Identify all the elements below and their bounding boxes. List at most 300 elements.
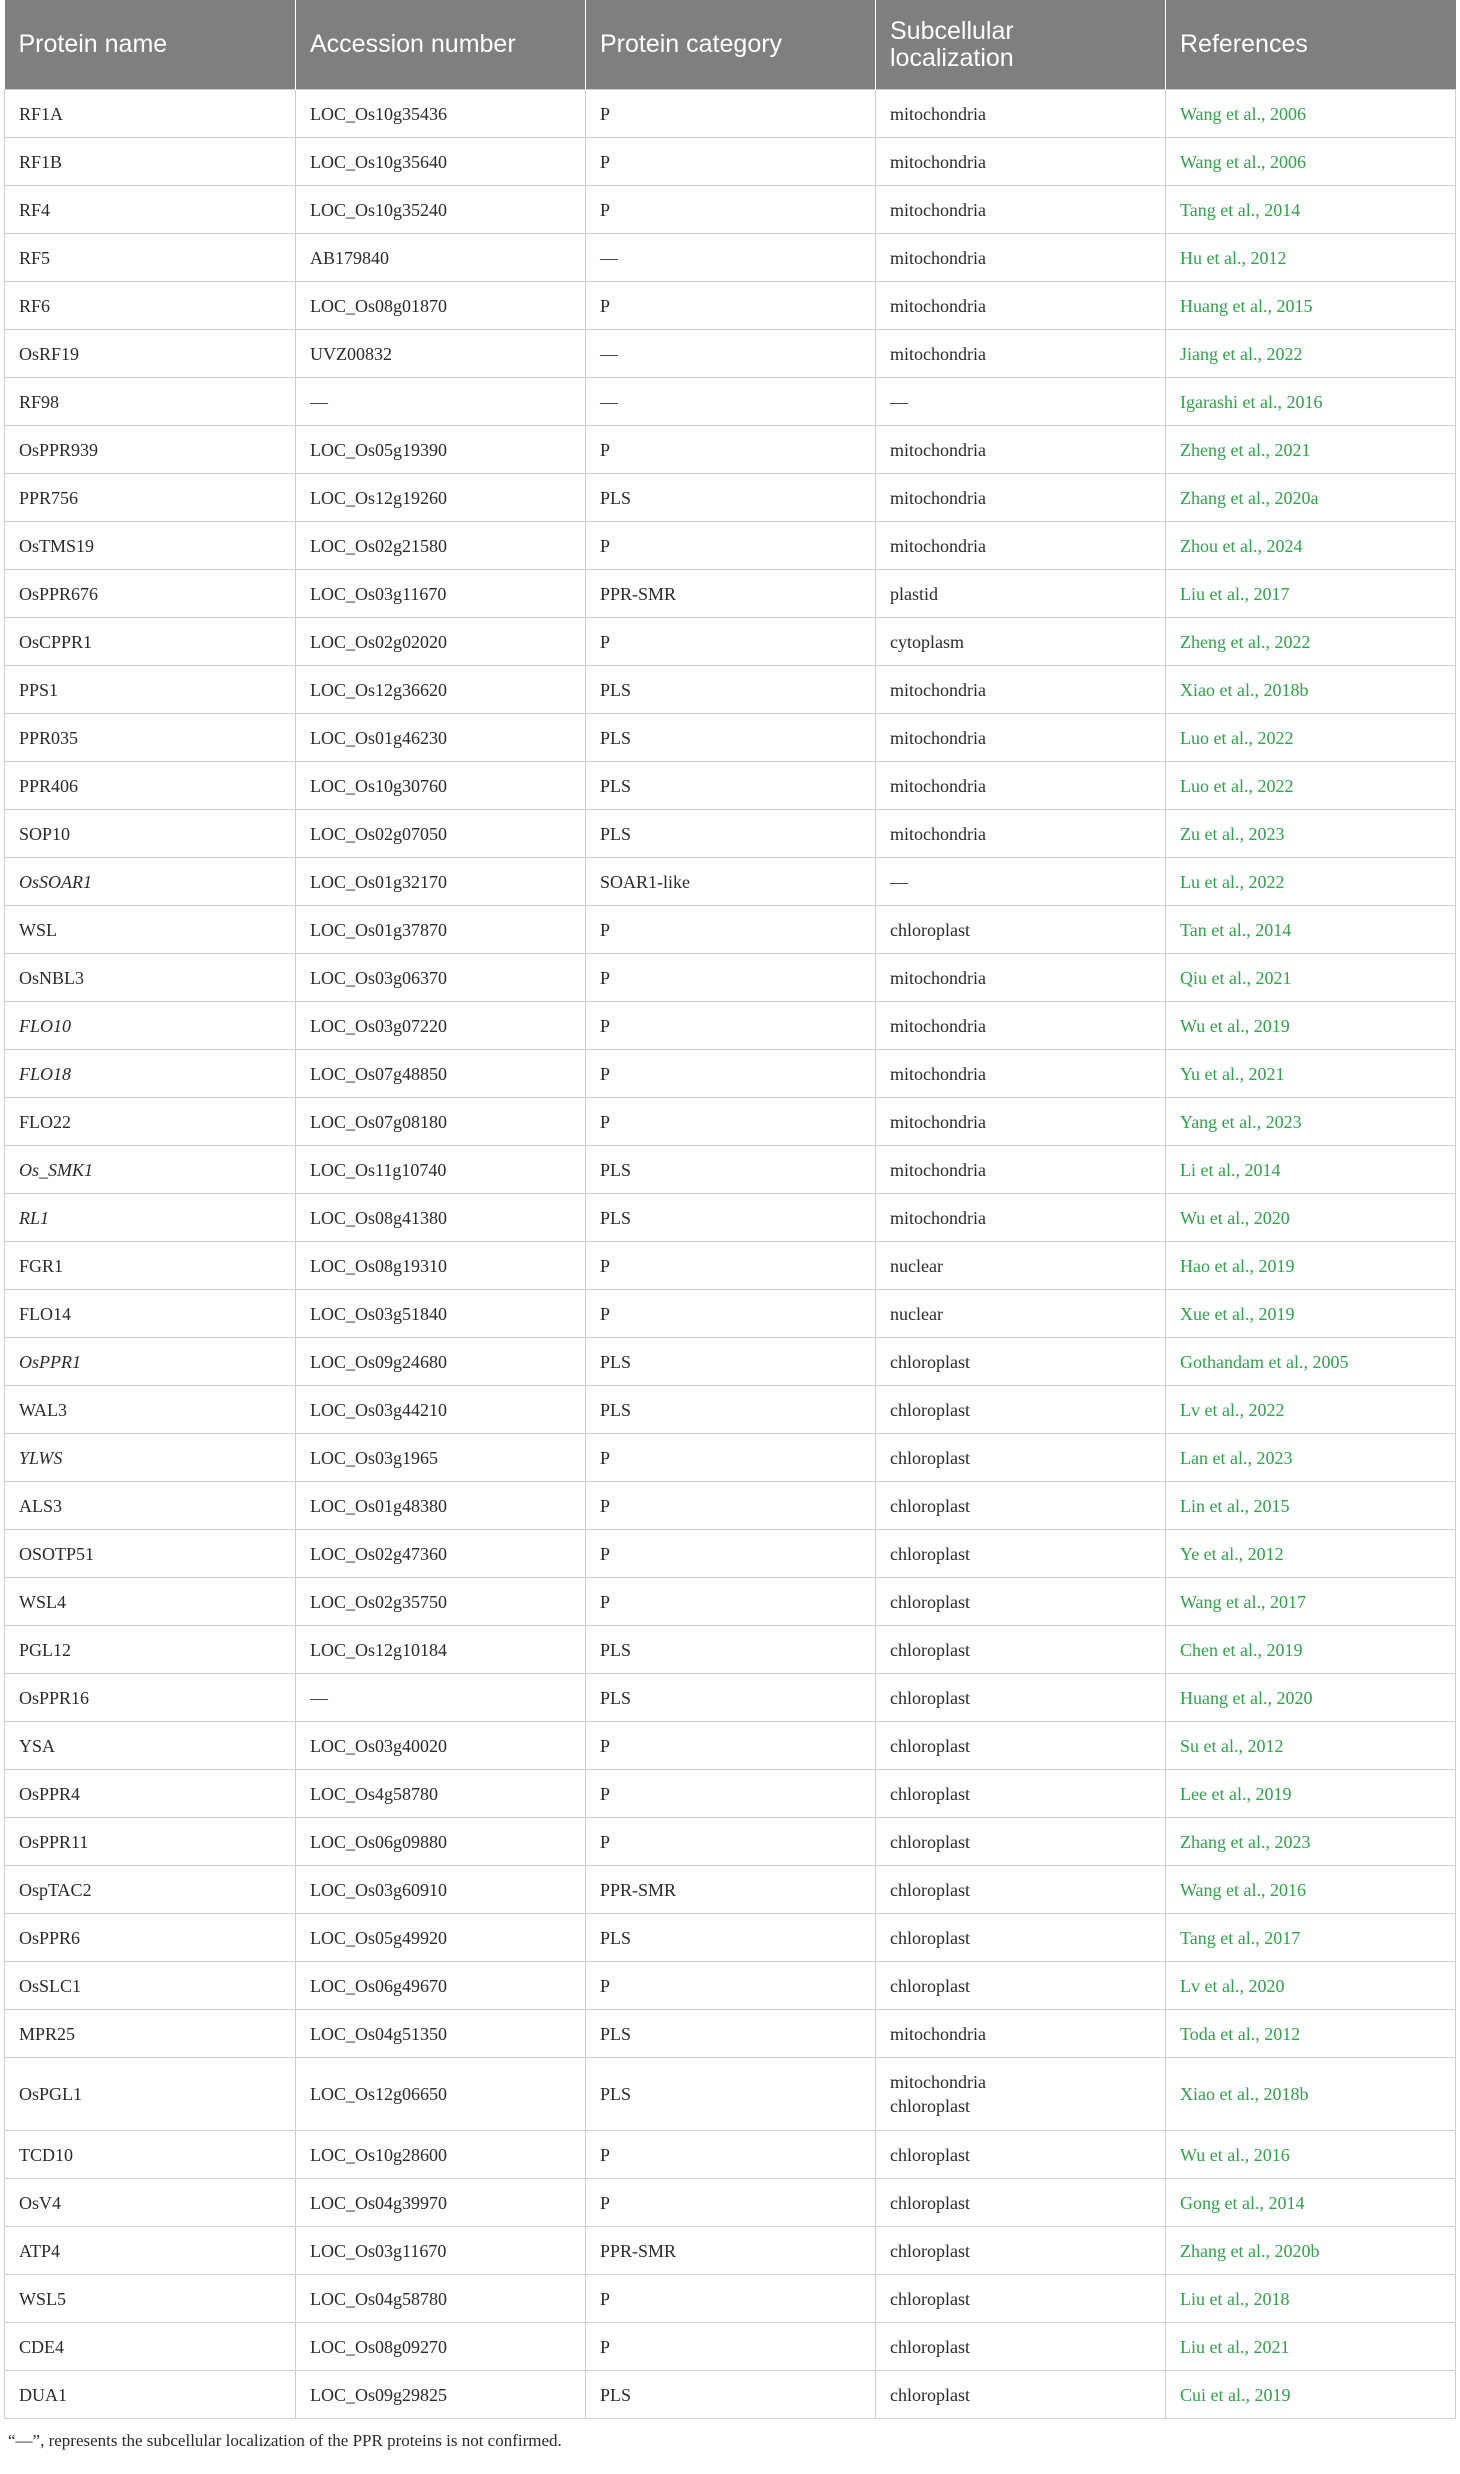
protein-name: OsCPPR1 bbox=[19, 631, 93, 652]
localization-value: — bbox=[890, 871, 908, 892]
table-row bbox=[5, 2131, 1456, 2179]
subcellular-localization-cell bbox=[876, 234, 1166, 282]
reference-link[interactable]: Liu et al., 2017 bbox=[1166, 570, 1456, 618]
table-row bbox=[5, 2179, 1456, 2227]
accession-number-cell: LOC_Os03g07220 bbox=[296, 1002, 586, 1050]
accession-number-cell: LOC_Os03g11670 bbox=[296, 570, 586, 618]
reference-link[interactable]: Lan et al., 2023 bbox=[1166, 1434, 1456, 1482]
table-row bbox=[5, 2227, 1456, 2275]
reference-link[interactable]: Tan et al., 2014 bbox=[1166, 906, 1456, 954]
protein-name: OsPPR6 bbox=[19, 1927, 81, 1948]
header-subcellular-line-2: localization bbox=[890, 43, 1014, 72]
subcellular-localization-cell bbox=[876, 1290, 1166, 1338]
localization-value: mitochondria bbox=[890, 295, 986, 316]
protein-name-cell bbox=[5, 1482, 296, 1530]
protein-name-cell bbox=[5, 1386, 296, 1434]
table-row bbox=[5, 1914, 1456, 1962]
subcellular-localization-cell bbox=[876, 1914, 1166, 1962]
header-subcellular-localization bbox=[876, 0, 1166, 90]
localization-value: chloroplast bbox=[890, 1879, 970, 1900]
accession-number-cell: LOC_Os11g10740 bbox=[296, 1146, 586, 1194]
protein-category-cell: PLS bbox=[586, 810, 876, 858]
table-row bbox=[5, 1722, 1456, 1770]
protein-name-cell bbox=[5, 1866, 296, 1914]
protein-name: RF1B bbox=[19, 151, 63, 172]
localization-value: mitochondria bbox=[890, 775, 986, 796]
table-row bbox=[5, 954, 1456, 1002]
accession-number-cell: LOC_Os08g09270 bbox=[296, 2323, 586, 2371]
protein-name: OsTMS19 bbox=[19, 535, 95, 556]
localization-value: mitochondria bbox=[890, 247, 986, 268]
accession-number-cell: LOC_Os02g21580 bbox=[296, 522, 586, 570]
accession-number-cell: LOC_Os01g48380 bbox=[296, 1482, 586, 1530]
protein-name-cell bbox=[5, 1962, 296, 2010]
reference-link[interactable]: Lee et al., 2019 bbox=[1166, 1770, 1456, 1818]
protein-name-cell bbox=[5, 810, 296, 858]
localization-value: chloroplast bbox=[890, 2384, 970, 2405]
protein-name: OsSOAR1 bbox=[19, 871, 92, 892]
table-row bbox=[5, 666, 1456, 714]
accession-number-cell: LOC_Os04g51350 bbox=[296, 2010, 586, 2058]
localization-value: chloroplast bbox=[890, 1591, 970, 1612]
localization-value: mitochondria bbox=[890, 1015, 986, 1036]
protein-name: RF98 bbox=[19, 391, 60, 412]
accession-number-cell: LOC_Os03g1965 bbox=[296, 1434, 586, 1482]
localization-value: chloroplast bbox=[890, 2288, 970, 2309]
localization-value: chloroplast bbox=[890, 1735, 970, 1756]
accession-number-cell: LOC_Os02g02020 bbox=[296, 618, 586, 666]
protein-name: OsPPR1 bbox=[19, 1351, 81, 1372]
reference-link[interactable]: Hao et al., 2019 bbox=[1166, 1242, 1456, 1290]
reference-link[interactable]: Su et al., 2012 bbox=[1166, 1722, 1456, 1770]
localization-value: nuclear bbox=[890, 1255, 943, 1276]
protein-name: OsPPR11 bbox=[19, 1831, 89, 1852]
protein-category-cell: PLS bbox=[586, 762, 876, 810]
localization-value: mitochondria bbox=[890, 151, 986, 172]
protein-category-cell: P bbox=[586, 426, 876, 474]
localization-value: mitochondria bbox=[890, 199, 986, 220]
subcellular-localization-cell bbox=[876, 426, 1166, 474]
reference-link[interactable]: Tang et al., 2017 bbox=[1166, 1914, 1456, 1962]
reference-link[interactable]: Gong et al., 2014 bbox=[1166, 2179, 1456, 2227]
protein-name: PPR035 bbox=[19, 727, 79, 748]
protein-name: RF4 bbox=[19, 199, 51, 220]
accession-number-cell: LOC_Os09g29825 bbox=[296, 2371, 586, 2419]
reference-link[interactable]: Liu et al., 2021 bbox=[1166, 2323, 1456, 2371]
protein-category-cell: P bbox=[586, 954, 876, 1002]
subcellular-localization-cell bbox=[876, 2371, 1166, 2419]
accession-number-cell: LOC_Os02g07050 bbox=[296, 810, 586, 858]
protein-name-cell bbox=[5, 2010, 296, 2058]
subcellular-localization-cell bbox=[876, 1866, 1166, 1914]
ppr-protein-table bbox=[4, 0, 1456, 2419]
reference-link[interactable]: Wang et al., 2017 bbox=[1166, 1578, 1456, 1626]
reference-link[interactable]: Zhang et al., 2023 bbox=[1166, 1818, 1456, 1866]
protein-name-cell bbox=[5, 282, 296, 330]
table-row bbox=[5, 1050, 1456, 1098]
localization-value: chloroplast bbox=[890, 1783, 970, 1804]
reference-link[interactable]: Lv et al., 2020 bbox=[1166, 1962, 1456, 2010]
table-row bbox=[5, 2275, 1456, 2323]
protein-category-cell: — bbox=[586, 378, 876, 426]
protein-name-cell bbox=[5, 234, 296, 282]
protein-name-cell bbox=[5, 1050, 296, 1098]
protein-name: RF1A bbox=[19, 103, 64, 124]
accession-number-cell: LOC_Os06g49670 bbox=[296, 1962, 586, 2010]
localization-value: mitochondria bbox=[890, 1207, 986, 1228]
subcellular-localization-cell bbox=[876, 954, 1166, 1002]
protein-name: OsPPR939 bbox=[19, 439, 99, 460]
table-row bbox=[5, 234, 1456, 282]
reference-link[interactable]: Hu et al., 2012 bbox=[1166, 234, 1456, 282]
localization-value: chloroplast bbox=[890, 1543, 970, 1564]
table-row bbox=[5, 2058, 1456, 2131]
localization-value: mitochondria bbox=[890, 487, 986, 508]
table-row bbox=[5, 1194, 1456, 1242]
reference-link[interactable]: Toda et al., 2012 bbox=[1166, 2010, 1456, 2058]
protein-name: WAL3 bbox=[19, 1399, 67, 1420]
protein-name-cell bbox=[5, 858, 296, 906]
protein-name-cell bbox=[5, 762, 296, 810]
protein-category-cell: PPR-SMR bbox=[586, 1866, 876, 1914]
accession-number-cell: LOC_Os10g30760 bbox=[296, 762, 586, 810]
protein-name-cell bbox=[5, 1338, 296, 1386]
subcellular-localization-cell bbox=[876, 666, 1166, 714]
protein-category-cell: P bbox=[586, 1242, 876, 1290]
protein-name-cell bbox=[5, 2323, 296, 2371]
subcellular-localization-cell bbox=[876, 1722, 1166, 1770]
accession-number-cell: LOC_Os06g09880 bbox=[296, 1818, 586, 1866]
protein-name-cell bbox=[5, 2058, 296, 2131]
localization-value: nuclear bbox=[890, 1303, 943, 1324]
localization-value: chloroplast bbox=[890, 1351, 970, 1372]
table-row bbox=[5, 762, 1456, 810]
protein-category-cell: PLS bbox=[586, 1338, 876, 1386]
protein-name-cell bbox=[5, 90, 296, 138]
table-row bbox=[5, 1626, 1456, 1674]
localization-value: chloroplast bbox=[890, 919, 970, 940]
accession-number-cell: LOC_Os04g39970 bbox=[296, 2179, 586, 2227]
reference-link[interactable]: Zhang et al., 2020b bbox=[1166, 2227, 1456, 2275]
localization-value: chloroplast bbox=[890, 2240, 970, 2261]
subcellular-localization-cell bbox=[876, 2010, 1166, 2058]
localization-value: mitochondria bbox=[890, 1111, 986, 1132]
table-row bbox=[5, 1146, 1456, 1194]
reference-link[interactable]: Chen et al., 2019 bbox=[1166, 1626, 1456, 1674]
protein-category-cell: P bbox=[586, 618, 876, 666]
localization-value: chloroplast bbox=[890, 2096, 970, 2116]
accession-number-cell: LOC_Os05g49920 bbox=[296, 1914, 586, 1962]
protein-name-cell bbox=[5, 1194, 296, 1242]
reference-link[interactable]: Xiao et al., 2018b bbox=[1166, 2058, 1456, 2131]
subcellular-localization-cell bbox=[876, 1626, 1166, 1674]
localization-value: mitochondria bbox=[890, 1159, 986, 1180]
protein-name: TCD10 bbox=[19, 2144, 73, 2165]
protein-name: FLO22 bbox=[19, 1111, 72, 1132]
table-row bbox=[5, 474, 1456, 522]
header-subcellular-line-1: Subcellular bbox=[890, 16, 1014, 45]
accession-number-cell: UVZ00832 bbox=[296, 330, 586, 378]
reference-link[interactable]: Zheng et al., 2021 bbox=[1166, 426, 1456, 474]
subcellular-localization-cell bbox=[876, 1386, 1166, 1434]
protein-category-cell: PPR-SMR bbox=[586, 2227, 876, 2275]
subcellular-localization-cell bbox=[876, 1338, 1166, 1386]
subcellular-localization-cell bbox=[876, 1050, 1166, 1098]
reference-link[interactable]: Huang et al., 2020 bbox=[1166, 1674, 1456, 1722]
protein-category-cell: P bbox=[586, 522, 876, 570]
reference-link[interactable]: Gothandam et al., 2005 bbox=[1166, 1338, 1456, 1386]
table-row bbox=[5, 1098, 1456, 1146]
protein-name: PPR756 bbox=[19, 487, 79, 508]
protein-name: WSL5 bbox=[19, 2288, 66, 2309]
reference-link[interactable]: Wang et al., 2006 bbox=[1166, 90, 1456, 138]
reference-link[interactable]: Lin et al., 2015 bbox=[1166, 1482, 1456, 1530]
protein-name-cell bbox=[5, 1146, 296, 1194]
protein-name: OsRF19 bbox=[19, 343, 80, 364]
table-row bbox=[5, 282, 1456, 330]
protein-category-cell: P bbox=[586, 1578, 876, 1626]
table-row bbox=[5, 1530, 1456, 1578]
table-row bbox=[5, 1242, 1456, 1290]
table-header bbox=[5, 0, 1456, 90]
subcellular-localization-cell bbox=[876, 2275, 1166, 2323]
reference-link[interactable]: Ye et al., 2012 bbox=[1166, 1530, 1456, 1578]
localization-value: chloroplast bbox=[890, 1447, 970, 1468]
reference-link[interactable]: Luo et al., 2022 bbox=[1166, 714, 1456, 762]
reference-link[interactable]: Xiao et al., 2018b bbox=[1166, 666, 1456, 714]
accession-number-cell: LOC_Os02g47360 bbox=[296, 1530, 586, 1578]
localization-value: mitochondria bbox=[890, 2072, 986, 2092]
subcellular-localization-cell bbox=[876, 1194, 1166, 1242]
table-row bbox=[5, 714, 1456, 762]
subcellular-localization-cell bbox=[876, 618, 1166, 666]
protein-name-cell bbox=[5, 474, 296, 522]
accession-number-cell: LOC_Os4g58780 bbox=[296, 1770, 586, 1818]
subcellular-localization-cell bbox=[876, 1962, 1166, 2010]
protein-category-cell: SOAR1-like bbox=[586, 858, 876, 906]
protein-category-cell: PLS bbox=[586, 714, 876, 762]
subcellular-localization-cell bbox=[876, 858, 1166, 906]
reference-link[interactable]: Wu et al., 2016 bbox=[1166, 2131, 1456, 2179]
accession-number-cell: LOC_Os12g10184 bbox=[296, 1626, 586, 1674]
reference-link[interactable]: Xue et al., 2019 bbox=[1166, 1290, 1456, 1338]
accession-number-cell: — bbox=[296, 378, 586, 426]
protein-category-cell: P bbox=[586, 186, 876, 234]
protein-name-cell bbox=[5, 330, 296, 378]
protein-name: PPR406 bbox=[19, 775, 79, 796]
localization-value: cytoplasm bbox=[890, 631, 964, 652]
reference-link[interactable]: Luo et al., 2022 bbox=[1166, 762, 1456, 810]
table-row bbox=[5, 858, 1456, 906]
reference-link[interactable]: Zhang et al., 2020a bbox=[1166, 474, 1456, 522]
reference-link[interactable]: Jiang et al., 2022 bbox=[1166, 330, 1456, 378]
protein-category-cell: PLS bbox=[586, 1626, 876, 1674]
protein-category-cell: PLS bbox=[586, 2058, 876, 2131]
table-row bbox=[5, 1386, 1456, 1434]
subcellular-localization-cell bbox=[876, 1002, 1166, 1050]
subcellular-localization-cell bbox=[876, 1482, 1166, 1530]
table-row bbox=[5, 570, 1456, 618]
protein-category-cell: P bbox=[586, 2179, 876, 2227]
protein-name: OsPPR676 bbox=[19, 583, 99, 604]
protein-name: RL1 bbox=[19, 1207, 50, 1228]
accession-number-cell: AB179840 bbox=[296, 234, 586, 282]
reference-link[interactable]: Li et al., 2014 bbox=[1166, 1146, 1456, 1194]
reference-link[interactable]: Huang et al., 2015 bbox=[1166, 282, 1456, 330]
subcellular-localization-cell bbox=[876, 1098, 1166, 1146]
protein-name: DUA1 bbox=[19, 2384, 67, 2405]
protein-category-cell: P bbox=[586, 906, 876, 954]
table-row bbox=[5, 810, 1456, 858]
protein-name: YLWS bbox=[19, 1447, 63, 1468]
protein-name: PGL12 bbox=[19, 1639, 72, 1660]
subcellular-localization-cell bbox=[876, 1242, 1166, 1290]
protein-category-cell: PLS bbox=[586, 666, 876, 714]
reference-link[interactable]: Cui et al., 2019 bbox=[1166, 2371, 1456, 2419]
table-row bbox=[5, 378, 1456, 426]
subcellular-localization-cell bbox=[876, 906, 1166, 954]
subcellular-localization-cell bbox=[876, 762, 1166, 810]
accession-number-cell: LOC_Os10g35436 bbox=[296, 90, 586, 138]
protein-name-cell bbox=[5, 426, 296, 474]
protein-name: WSL bbox=[19, 919, 57, 940]
reference-link[interactable]: Zu et al., 2023 bbox=[1166, 810, 1456, 858]
protein-name-cell bbox=[5, 2179, 296, 2227]
localization-value: chloroplast bbox=[890, 1927, 970, 1948]
subcellular-localization-cell bbox=[876, 1578, 1166, 1626]
accession-number-cell: LOC_Os01g37870 bbox=[296, 906, 586, 954]
reference-link[interactable]: Wu et al., 2020 bbox=[1166, 1194, 1456, 1242]
table-row bbox=[5, 1482, 1456, 1530]
table-row bbox=[5, 1434, 1456, 1482]
table-row bbox=[5, 138, 1456, 186]
protein-category-cell: P bbox=[586, 1002, 876, 1050]
header-protein-name: Protein name bbox=[5, 0, 296, 90]
protein-name: OsPPR4 bbox=[19, 1783, 81, 1804]
reference-link[interactable]: Wang et al., 2006 bbox=[1166, 138, 1456, 186]
subcellular-localization-cell bbox=[876, 138, 1166, 186]
protein-category-cell: — bbox=[586, 330, 876, 378]
subcellular-localization-cell bbox=[876, 282, 1166, 330]
reference-link[interactable]: Liu et al., 2018 bbox=[1166, 2275, 1456, 2323]
accession-number-cell: — bbox=[296, 1674, 586, 1722]
protein-name: FLO18 bbox=[19, 1063, 72, 1084]
accession-number-cell: LOC_Os01g46230 bbox=[296, 714, 586, 762]
protein-name: OsV4 bbox=[19, 2192, 62, 2213]
reference-link[interactable]: Igarashi et al., 2016 bbox=[1166, 378, 1456, 426]
accession-number-cell: LOC_Os05g19390 bbox=[296, 426, 586, 474]
localization-value: chloroplast bbox=[890, 2336, 970, 2357]
accession-number-cell: LOC_Os03g51840 bbox=[296, 1290, 586, 1338]
protein-name-cell bbox=[5, 1242, 296, 1290]
localization-value: — bbox=[890, 391, 908, 412]
subcellular-localization-cell bbox=[876, 1674, 1166, 1722]
accession-number-cell: LOC_Os12g06650 bbox=[296, 2058, 586, 2131]
protein-category-cell: P bbox=[586, 2275, 876, 2323]
table-row bbox=[5, 2323, 1456, 2371]
subcellular-localization-cell bbox=[876, 1770, 1166, 1818]
protein-category-cell: P bbox=[586, 1722, 876, 1770]
accession-number-cell: LOC_Os12g19260 bbox=[296, 474, 586, 522]
table-row bbox=[5, 1962, 1456, 2010]
subcellular-localization-cell bbox=[876, 2058, 1166, 2131]
protein-name-cell bbox=[5, 2227, 296, 2275]
protein-name-cell bbox=[5, 2131, 296, 2179]
protein-category-cell: PLS bbox=[586, 1146, 876, 1194]
table-row bbox=[5, 522, 1456, 570]
protein-name-cell bbox=[5, 522, 296, 570]
protein-category-cell: PLS bbox=[586, 1674, 876, 1722]
localization-value: chloroplast bbox=[890, 1687, 970, 1708]
protein-category-cell: P bbox=[586, 1290, 876, 1338]
localization-value: chloroplast bbox=[890, 1399, 970, 1420]
reference-link[interactable]: Wu et al., 2019 bbox=[1166, 1002, 1456, 1050]
subcellular-localization-cell bbox=[876, 186, 1166, 234]
table-row bbox=[5, 1674, 1456, 1722]
subcellular-localization-cell bbox=[876, 2323, 1166, 2371]
subcellular-localization-cell bbox=[876, 1434, 1166, 1482]
protein-name-cell bbox=[5, 570, 296, 618]
table-row bbox=[5, 1866, 1456, 1914]
protein-name-cell bbox=[5, 186, 296, 234]
protein-name-cell bbox=[5, 906, 296, 954]
protein-name-cell bbox=[5, 2275, 296, 2323]
accession-number-cell: LOC_Os03g11670 bbox=[296, 2227, 586, 2275]
table-footnote: “—”, represents the subcellular localization of the PPR proteins is not confirmed. bbox=[8, 2431, 562, 2450]
protein-category-cell: P bbox=[586, 1434, 876, 1482]
protein-name-cell bbox=[5, 1434, 296, 1482]
reference-link[interactable]: Zhou et al., 2024 bbox=[1166, 522, 1456, 570]
reference-link[interactable]: Yu et al., 2021 bbox=[1166, 1050, 1456, 1098]
protein-category-cell: P bbox=[586, 1962, 876, 2010]
reference-link[interactable]: Lu et al., 2022 bbox=[1166, 858, 1456, 906]
protein-name: CDE4 bbox=[19, 2336, 64, 2357]
table-body bbox=[5, 90, 1456, 2419]
localization-value: chloroplast bbox=[890, 1975, 970, 1996]
protein-category-cell: P bbox=[586, 1050, 876, 1098]
table-row bbox=[5, 2010, 1456, 2058]
accession-number-cell: LOC_Os10g35640 bbox=[296, 138, 586, 186]
protein-name: Os_SMK1 bbox=[19, 1159, 94, 1180]
localization-value: mitochondria bbox=[890, 2023, 986, 2044]
reference-link[interactable]: Zheng et al., 2022 bbox=[1166, 618, 1456, 666]
protein-category-cell: P bbox=[586, 1818, 876, 1866]
protein-name: MPR25 bbox=[19, 2023, 76, 2044]
protein-name-cell bbox=[5, 1626, 296, 1674]
accession-number-cell: LOC_Os10g28600 bbox=[296, 2131, 586, 2179]
protein-category-cell: P bbox=[586, 2131, 876, 2179]
protein-category-cell: P bbox=[586, 90, 876, 138]
localization-value: mitochondria bbox=[890, 967, 986, 988]
protein-name-cell bbox=[5, 1098, 296, 1146]
protein-category-cell: P bbox=[586, 1770, 876, 1818]
reference-link[interactable]: Yang et al., 2023 bbox=[1166, 1098, 1456, 1146]
accession-number-cell: LOC_Os03g06370 bbox=[296, 954, 586, 1002]
reference-link[interactable]: Qiu et al., 2021 bbox=[1166, 954, 1456, 1002]
reference-link[interactable]: Lv et al., 2022 bbox=[1166, 1386, 1456, 1434]
protein-name: ATP4 bbox=[19, 2240, 61, 2261]
protein-category-cell: P bbox=[586, 1530, 876, 1578]
subcellular-localization-cell bbox=[876, 1146, 1166, 1194]
reference-link[interactable]: Tang et al., 2014 bbox=[1166, 186, 1456, 234]
table-row bbox=[5, 618, 1456, 666]
accession-number-cell: LOC_Os10g35240 bbox=[296, 186, 586, 234]
reference-link[interactable]: Wang et al., 2016 bbox=[1166, 1866, 1456, 1914]
subcellular-localization-cell bbox=[876, 570, 1166, 618]
protein-category-cell: P bbox=[586, 1098, 876, 1146]
protein-category-cell: PLS bbox=[586, 2371, 876, 2419]
localization-value: mitochondria bbox=[890, 535, 986, 556]
